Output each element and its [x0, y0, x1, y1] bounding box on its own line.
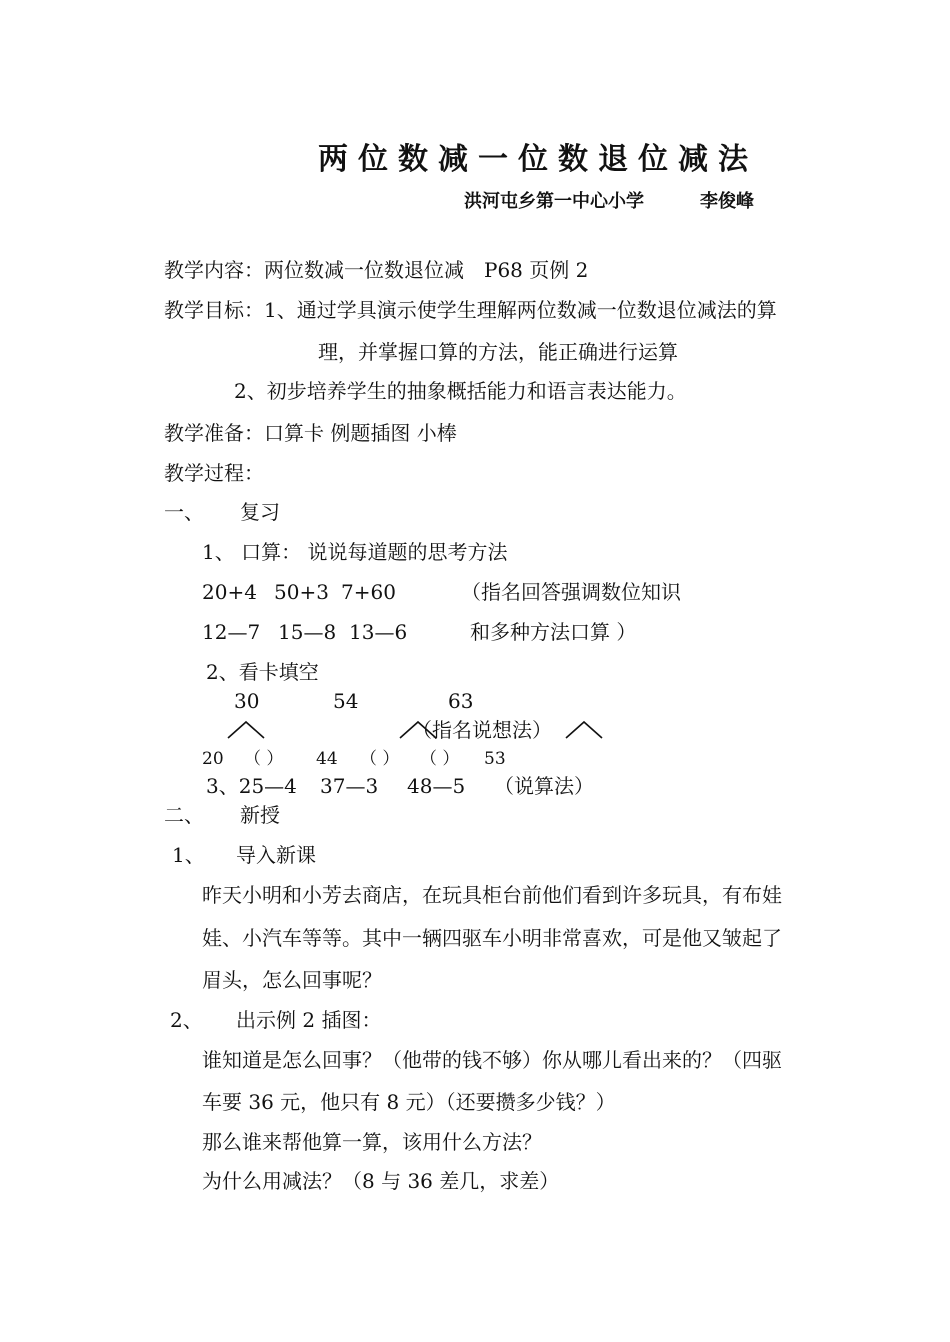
card-top-54: 54: [333, 689, 359, 713]
story-line1: 昨天小明和小芳去商店，在玩具柜台前他们看到许多玩具，有布娃: [202, 883, 782, 907]
example-line2: 车要 36 元，他只有 8 元）（还要攒多少钱？）: [202, 1090, 616, 1114]
card-bottom-44: 44: [316, 749, 338, 769]
step2-heading: 出示例 2 插图：: [236, 1008, 382, 1032]
calc-37-3: 37—3: [320, 774, 379, 798]
school-name: 洪河屯乡第一中心小学: [464, 191, 644, 212]
example-line3: 那么谁来帮他算一算，该用什么方法？: [202, 1130, 542, 1154]
teaching-goal-line2: 理，并掌握口算的方法，能正确进行运算: [318, 340, 678, 364]
card-blank-3: （ ）: [420, 749, 460, 769]
teaching-prep: 教学准备：口算卡 例题插图 小棒: [164, 421, 457, 445]
page-title: 两位数减一位数退位减法: [318, 142, 758, 177]
example-line1: 谁知道是怎么回事？（他带的钱不够）你从哪儿看出来的？（四驱: [202, 1048, 782, 1072]
calc-20+4: 20+4: [202, 580, 257, 604]
card-blank-2: （ ）: [360, 749, 400, 769]
item3-note: （说算法）: [494, 774, 594, 798]
section2-number: 二、: [164, 803, 204, 827]
calc-48-5: 48—5: [407, 774, 466, 798]
split-note: （指名说想法）: [412, 718, 552, 742]
calc-13-6: 13—6: [349, 620, 408, 644]
review-item1: 1、 口算： 说说每道题的思考方法: [202, 540, 508, 564]
section2-heading: 新授: [240, 803, 280, 827]
teaching-goal-line1: 教学目标：1、通过学具演示使学生理解两位数减一位数退位减法的算: [164, 298, 777, 322]
story-line2: 娃、小汽车等等。其中一辆四驱车小明非常喜欢，可是他又皱起了: [202, 926, 782, 950]
split-caret-63: [566, 721, 602, 739]
teaching-content: 教学内容：两位数减一位数退位减 P68 页例 2: [164, 258, 589, 282]
calc-15-8: 15—8: [278, 620, 337, 644]
teaching-goal-line3: 2、初步培养学生的抽象概括能力和语言表达能力。: [234, 379, 687, 403]
teacher-name: 李俊峰: [700, 191, 754, 212]
step1-number: 1、: [172, 843, 205, 867]
card-blank-1: （ ）: [244, 749, 284, 769]
card-top-63: 63: [448, 689, 474, 713]
section1-number: 一、: [164, 500, 204, 524]
split-caret-30: [228, 721, 264, 739]
calc-50+3: 50+3: [274, 580, 329, 604]
story-line3: 眉头，怎么回事呢？: [202, 968, 382, 992]
row2-note: 和多种方法口算 ）: [470, 620, 637, 644]
teaching-process: 教学过程：: [164, 461, 264, 485]
review-item2: 2、看卡填空: [206, 660, 319, 684]
calc-12-7: 12—7: [202, 620, 261, 644]
section1-heading: 复习: [240, 500, 280, 524]
calc-7+60: 7+60: [341, 580, 396, 604]
step2-number: 2、: [170, 1008, 203, 1032]
card-bottom-20: 20: [202, 749, 224, 769]
review-item3: 3、25—4: [206, 774, 297, 798]
card-bottom-53: 53: [484, 749, 506, 769]
row1-note: （指名回答强调数位知识: [461, 580, 681, 604]
card-top-30: 30: [234, 689, 260, 713]
example-line4: 为什么用减法？（8 与 36 差几，求差）: [202, 1169, 560, 1193]
step1-heading: 导入新课: [236, 843, 316, 867]
